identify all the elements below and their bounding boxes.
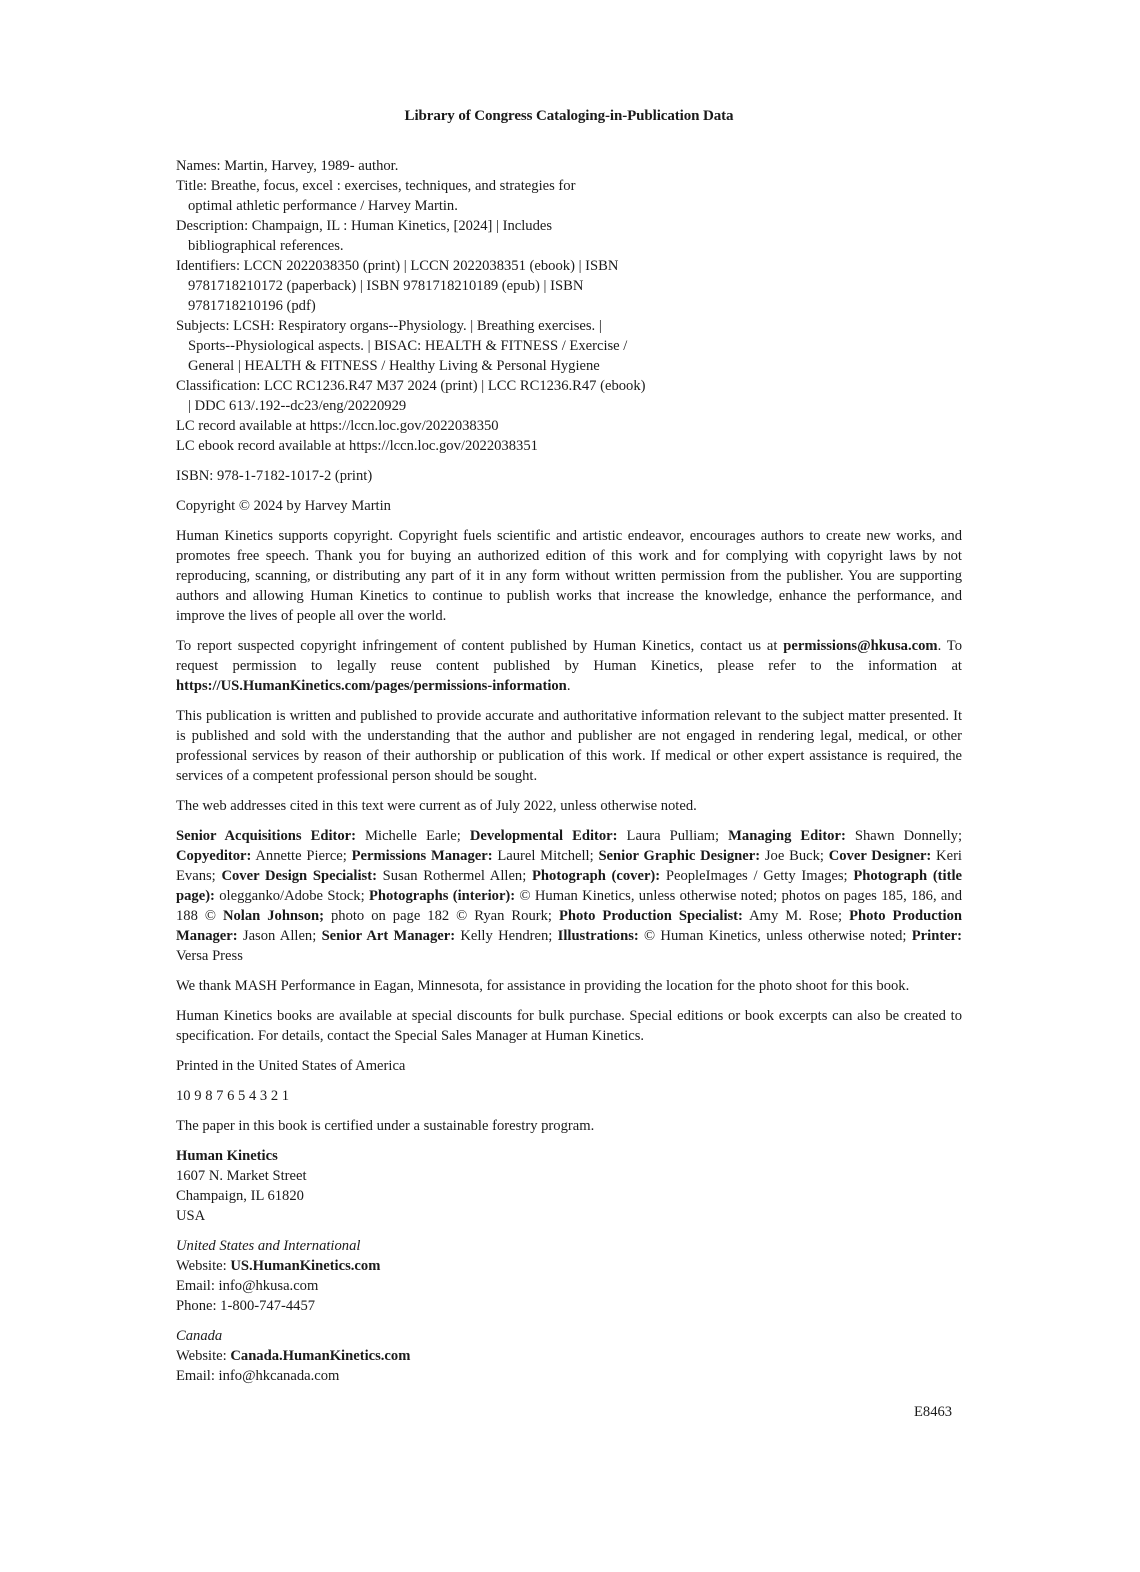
publisher-street: 1607 N. Market Street [176,1168,307,1184]
product-code: E8463 [914,1404,953,1420]
acknowledgment: We thank MASH Performance in Eagan, Minnesota, for assistance in providing the location for the photo shoot for this book. [176,978,910,994]
credit-role: Illustrations: [557,928,639,944]
credit-role: Senior Acquisitions Editor: [176,828,356,844]
copyright-page [176,106,962,1396]
canada-email[interactable]: Email: info@hkcanada.com [176,1368,340,1384]
credit-name: Kelly Hendren; [455,928,558,944]
cip-line: | DDC 613/.192--dc23/eng/20220929 [188,398,407,414]
disclaimer: This publication is written and published to provide accurate and authoritative information relevant to the subject matter presented. It is published and sold with the understanding that the author and publisher are not engaged in rendering legal, medical, or other professional services by reason of their authorship or publication of this work. If medical or other expert assistance is required, the services of a competent professional person should be sought. [176,708,962,784]
infringement-notice [176,636,962,696]
copyright-notice: Human Kinetics supports copyright. Copyright fuels scientific and artistic endeavor, encourages authors to create new works, and promotes free speech. Thank you for buying an authorized edition of this work and for complying with copyright laws by not reproducing, scanning, or distributing any part of it in any form without written permission from the publisher. You are supporting authors and allowing Human Kinetics to continue to publish works that increase the knowledge, enhance the performance, and improve the lives of people all over the world. [176,528,962,624]
cip-data-block [176,156,962,456]
cip-heading: Library of Congress Cataloging-in-Publication Data [404,108,734,124]
cip-line: Names: Martin, Harvey, 1989- author. [176,158,399,174]
cip-line: Subjects: LCSH: Respiratory organs--Physiology. | Breathing exercises. | [176,318,602,334]
publisher-city: Champaign, IL 61820 [176,1188,304,1204]
infringement-text-3: . [566,678,571,694]
credit-role: Managing Editor: [728,828,846,844]
us-email[interactable]: Email: info@hkusa.com [176,1278,319,1294]
credit-name: Shawn Donnelly; [845,828,963,844]
credit-name: Versa Press [176,948,243,964]
credit-role: Photo Production Specialist: [558,908,743,924]
credit-role: Photo Production Manager: [176,908,963,944]
us-region-label: United States and International [176,1238,361,1254]
cip-line: Identifiers: LCCN 2022038350 (print) | LCCN 2022038351 (ebook) | ISBN [176,258,619,274]
credit-role: Copyeditor: [176,848,252,864]
paper-note: The paper in this book is certified under a sustainable forestry program. [176,1118,595,1134]
credit-name: Michelle Earle; [356,828,470,844]
infringement-text-1: To report suspected copyright infringement of content published by Human Kinetics, contact us at [176,638,784,654]
publisher-address [176,1146,962,1226]
cip-line: Classification: LCC RC1236.R47 M37 2024 (print) | LCC RC1236.R47 (ebook) [176,378,646,394]
bulk-sales-note: Human Kinetics books are available at special discounts for bulk purchase. Special editions or book excerpts can also be created to specification. For details, contact the Special Sales Manager at Human Kinetics. [176,1008,962,1044]
credit-name: Laura Pulliam; [617,828,729,844]
canada-website-link[interactable]: Canada.HumanKinetics.com [230,1348,411,1364]
credit-name: Amy M. Rose; [742,908,850,924]
publisher-name: Human Kinetics [176,1148,278,1164]
cip-line: optimal athletic performance / Harvey Martin. [188,198,458,214]
credit-role: Senior Art Manager: [321,928,456,944]
cip-line: 9781718210196 (pdf) [188,298,316,314]
credit-name: Annette Pierce; [251,848,352,864]
canada-region-label: Canada [176,1328,223,1344]
credit-role: Photograph (cover): [532,868,661,884]
isbn-line: ISBN: 978-1-7182-1017-2 (print) [176,468,373,484]
publisher-country: USA [176,1208,206,1224]
credit-role: Printer: [911,928,963,944]
credit-name: olegganko/Adobe Stock; [214,888,369,904]
credits [176,826,962,966]
credit-role: Nolan Johnson; [222,908,324,924]
credit-name: Keri Evans; [176,848,962,884]
web-address-note: The web addresses cited in this text were current as of July 2022, unless otherwise noted. [176,798,697,814]
cip-line: Sports--Physiological aspects. | BISAC: HEALTH & FITNESS / Exercise / [188,338,628,354]
credit-name: Susan Rothermel Allen; [376,868,533,884]
permissions-email-link[interactable]: permissions@hkusa.com [783,638,938,654]
credit-name: © Human Kinetics, unless otherwise noted; photos on pages 185, 186, and 188 © [176,888,962,924]
cip-line: bibliographical references. [188,238,344,254]
us-website-link[interactable]: US.HumanKinetics.com [230,1258,381,1274]
us-phone: Phone: 1-800-747-4457 [176,1298,316,1314]
credit-role: Senior Graphic Designer: [598,848,761,864]
credit-name: photo on page 182 © Ryan Rourk; [324,908,559,924]
cip-line: Description: Champaign, IL : Human Kinetics, [2024] | Includes [176,218,553,234]
us-contact-block [176,1236,962,1316]
printing-line: 10 9 8 7 6 5 4 3 2 1 [176,1088,290,1104]
us-website [176,1256,962,1276]
credit-role: Permissions Manager: [351,848,493,864]
printed-in: Printed in the United States of America [176,1058,406,1074]
cip-line: 9781718210172 (paperback) | ISBN 9781718210189 (epub) | ISBN [188,278,584,294]
credit-name: © Human Kinetics, unless otherwise noted; [638,928,912,944]
credit-role: Photographs (interior): [368,888,516,904]
canada-website [176,1346,962,1366]
canada-website-label: Website: [176,1348,231,1364]
credit-role: Photograph (title page): [176,868,962,904]
canada-contact-block [176,1326,962,1386]
cip-line: Title: Breathe, focus, excel : exercises, techniques, and strategies for [176,178,576,194]
credit-name: PeopleImages / Getty Images; [660,868,854,884]
credit-role: Cover Design Specialist: [221,868,377,884]
permissions-url-link[interactable]: https://US.HumanKinetics.com/pages/permissions-information [176,678,567,694]
copyright-line: Copyright © 2024 by Harvey Martin [176,498,391,514]
us-website-label: Website: [176,1258,231,1274]
credit-name: Jason Allen; [237,928,322,944]
cip-line: General | HEALTH & FITNESS / Healthy Living & Personal Hygiene [188,358,600,374]
credit-name: Laurel Mitchell; [492,848,599,864]
credit-role: Cover Designer: [828,848,932,864]
cip-line: LC ebook record available at https://lccn.loc.gov/2022038351 [176,438,538,454]
credit-role: Developmental Editor: [469,828,618,844]
cip-line: LC record available at https://lccn.loc.gov/2022038350 [176,418,499,434]
infringement-text-2: . To request permission to legally reuse content published by Human Kinetics, please refer to the information at [176,638,962,674]
credit-name: Joe Buck; [760,848,829,864]
